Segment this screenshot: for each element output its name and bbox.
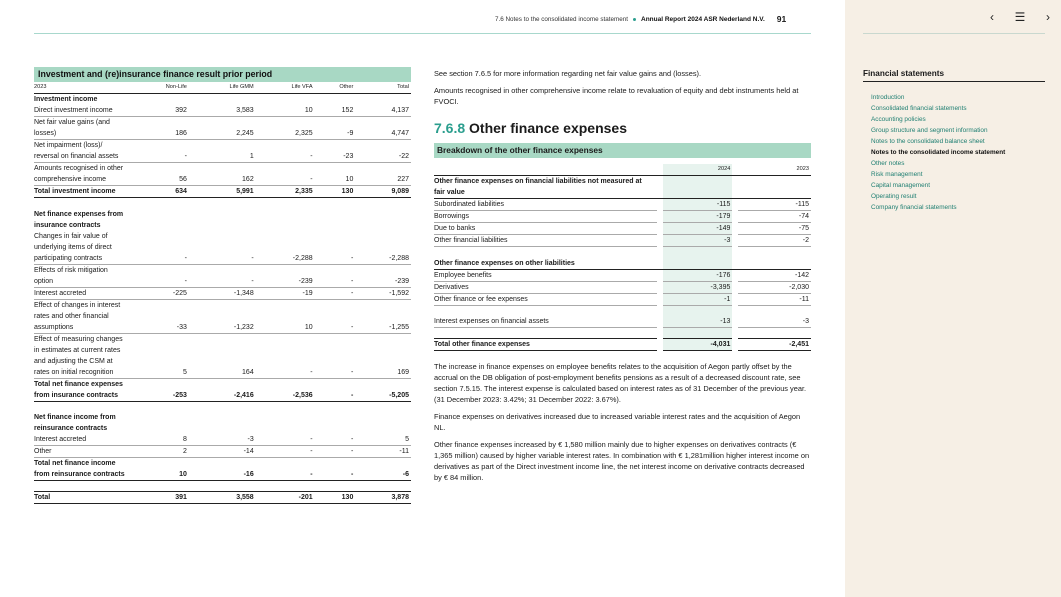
row-label: Effect of measuring changes in estimates at current rates and adjusting the CSM at rates on initial recognition bbox=[34, 333, 130, 378]
cell-value bbox=[355, 481, 411, 492]
paragraph-derivatives: Finance expenses on derivatives increased due to increased variable interest rates and the acquisition of Aegon NL. bbox=[434, 412, 801, 432]
table-row bbox=[34, 186, 411, 198]
table-row bbox=[34, 333, 411, 378]
row-label: Net fair value gains (and losses) bbox=[34, 117, 130, 140]
cell-value: - bbox=[256, 333, 315, 378]
cell-value bbox=[256, 94, 315, 106]
cell-value: - bbox=[189, 264, 256, 287]
cell-2023: -142 bbox=[738, 269, 811, 281]
cell-value bbox=[315, 412, 356, 434]
cell-value: 56 bbox=[130, 163, 189, 186]
sidebar-nav-item[interactable]: Group structure and segment information bbox=[871, 127, 988, 134]
sidebar-nav-list bbox=[871, 92, 1005, 213]
cell-value: -253 bbox=[130, 378, 189, 401]
cell-value: -11 bbox=[355, 446, 411, 458]
cell-value: 10 bbox=[256, 105, 315, 117]
sidebar-nav-item[interactable]: Company financial statements bbox=[871, 204, 957, 211]
spacer-row bbox=[434, 305, 811, 316]
cell-value: 5 bbox=[130, 333, 189, 378]
menu-icon[interactable]: ☰ bbox=[1014, 10, 1026, 24]
cell-value: -6 bbox=[355, 458, 411, 481]
cell-value bbox=[355, 412, 411, 434]
table-row bbox=[434, 269, 811, 281]
cell-value: 634 bbox=[130, 186, 189, 198]
table-row bbox=[434, 235, 811, 247]
cell-value: - bbox=[256, 446, 315, 458]
cell-value bbox=[189, 209, 256, 231]
spacer-row bbox=[434, 328, 811, 339]
row-label: Net finance expenses from insurance contracts bbox=[34, 210, 124, 229]
column-header: 2023 bbox=[34, 82, 130, 94]
cell-value bbox=[355, 401, 411, 412]
table-row bbox=[434, 199, 811, 211]
cell-value bbox=[130, 209, 189, 231]
cell-value: -14 bbox=[189, 446, 256, 458]
cell-value: -1,348 bbox=[189, 287, 256, 299]
row-label: Interest accreted bbox=[34, 287, 130, 299]
cell-2023: -74 bbox=[738, 211, 811, 223]
row-label bbox=[34, 481, 130, 492]
table-row bbox=[34, 458, 411, 481]
row-label: Amounts recognised in other comprehensive income bbox=[34, 163, 130, 186]
cell-2023: -75 bbox=[738, 223, 811, 235]
cell-value bbox=[189, 481, 256, 492]
cell-value bbox=[130, 94, 189, 106]
table-row bbox=[434, 223, 811, 235]
cell-value: - bbox=[315, 287, 356, 299]
cell-value bbox=[315, 401, 356, 412]
row-label: Derivatives bbox=[434, 281, 657, 293]
cell-value: -16 bbox=[189, 458, 256, 481]
table-row bbox=[34, 287, 411, 299]
cell-value bbox=[256, 481, 315, 492]
cell-value: - bbox=[130, 264, 189, 287]
row-label: Other bbox=[34, 446, 130, 458]
cell-value: 10 bbox=[256, 299, 315, 333]
cell-value: - bbox=[130, 231, 189, 265]
sidebar-nav-item[interactable]: Capital management bbox=[871, 182, 930, 189]
table-row bbox=[34, 209, 411, 231]
cell-value: - bbox=[315, 264, 356, 287]
paragraph-employee-benefits: The increase in finance expenses on employee benefits relates to the acquisition of Aegon partly offset by the accrual on the DB obligation of post-employment benefits pensions as a result of a decreased discount rate, see section 7.5.15. The interest expense is calculated based on interest rates as of 31 December of the previous year. (31 December 2023: 3.42%; 31 December 2022: 3.67%). bbox=[434, 362, 807, 404]
cell-value: 9,089 bbox=[355, 186, 411, 198]
page-header bbox=[495, 14, 815, 24]
row-label: Total other finance expenses bbox=[434, 339, 657, 351]
row-label: Interest accreted bbox=[34, 434, 130, 446]
row-label: Total net finance income from reinsurance contracts bbox=[34, 458, 130, 481]
cell-value bbox=[315, 209, 356, 231]
cell-value: -2,288 bbox=[256, 231, 315, 265]
table-header-row bbox=[434, 164, 811, 176]
row-label bbox=[34, 198, 130, 209]
cell-value: 169 bbox=[355, 333, 411, 378]
table-row bbox=[34, 401, 411, 412]
chevron-right-icon[interactable]: › bbox=[1046, 10, 1050, 24]
row-label: Total net finance expenses from insurance contracts bbox=[34, 378, 130, 401]
cell-gap bbox=[434, 328, 657, 339]
sidebar-nav-item[interactable]: Other notes bbox=[871, 160, 905, 167]
cell-2023: -2 bbox=[738, 235, 811, 247]
column-header: Other bbox=[315, 82, 356, 94]
table-row bbox=[34, 299, 411, 333]
row-label: Employee benefits bbox=[434, 269, 657, 281]
cell-value: - bbox=[315, 446, 356, 458]
row-label: Other financial liabilities bbox=[434, 235, 657, 247]
cell-value bbox=[130, 412, 189, 434]
cell-gap bbox=[738, 247, 811, 258]
cell-value: 152 bbox=[315, 105, 356, 117]
cell-value: -9 bbox=[315, 117, 356, 140]
sidebar-divider bbox=[863, 33, 1045, 34]
cell-value: 391 bbox=[130, 492, 189, 504]
cell-value bbox=[315, 481, 356, 492]
cell-2024: -4,031 bbox=[663, 339, 733, 351]
cell-2023: -2,451 bbox=[738, 339, 811, 351]
cell-2023: -11 bbox=[738, 293, 811, 305]
column-header: Non-Life bbox=[130, 82, 189, 94]
cell-2024: -1 bbox=[663, 293, 733, 305]
table-row bbox=[434, 211, 811, 223]
row-label: Investment income bbox=[34, 96, 98, 103]
cell-value: 130 bbox=[315, 492, 356, 504]
cell-value: 5 bbox=[355, 434, 411, 446]
cell-value bbox=[355, 209, 411, 231]
chevron-left-icon[interactable]: ‹ bbox=[990, 10, 994, 24]
cell-value: -2,536 bbox=[256, 378, 315, 401]
table-row bbox=[34, 198, 411, 209]
sidebar-nav-item[interactable]: Notes to the consolidated income statement bbox=[871, 149, 1006, 156]
row-label: Other finance expenses on other liabilities bbox=[434, 258, 657, 270]
row-label: Other finance expenses on financial liabilities not measured at fair value bbox=[434, 176, 657, 199]
row-label: Total bbox=[34, 492, 130, 504]
table-row bbox=[34, 446, 411, 458]
table-row bbox=[34, 481, 411, 492]
row-label: Effects of risk mitigation option bbox=[34, 264, 130, 287]
row-label: Effect of changes in interest rates and other financial assumptions bbox=[34, 299, 130, 333]
cell-value: -201 bbox=[256, 492, 315, 504]
cell-value: 8 bbox=[130, 434, 189, 446]
cell-gap bbox=[738, 328, 811, 339]
sidebar-nav-item[interactable]: Operating result bbox=[871, 193, 917, 200]
paragraph-fair-value: See section 7.6.5 for more information regarding net fair value gains and (losses). bbox=[434, 69, 702, 78]
row-label: Net impairment (loss)/ reversal on financial assets bbox=[34, 140, 130, 163]
cell-2024: -149 bbox=[663, 223, 733, 235]
row-label: Net finance income from reinsurance contracts bbox=[34, 414, 116, 432]
cell-2023: -2,030 bbox=[738, 281, 811, 293]
cell-value: 130 bbox=[315, 186, 356, 198]
cell-value: -2,288 bbox=[355, 231, 411, 265]
cell-value bbox=[256, 412, 315, 434]
header-dot bbox=[633, 18, 636, 21]
cell-value: -239 bbox=[256, 264, 315, 287]
cell-gap bbox=[663, 305, 733, 316]
cell-value: 4,747 bbox=[355, 117, 411, 140]
row-label: Other finance or fee expenses bbox=[434, 293, 657, 305]
table-row bbox=[434, 293, 811, 305]
cell-2024 bbox=[663, 176, 733, 199]
cell-value bbox=[355, 94, 411, 106]
table-body bbox=[34, 82, 411, 504]
cell-2024: -13 bbox=[663, 316, 733, 328]
cell-value: 227 bbox=[355, 163, 411, 186]
cell-value bbox=[355, 198, 411, 209]
cell-value: - bbox=[315, 378, 356, 401]
cell-value: 10 bbox=[130, 458, 189, 481]
cell-value: - bbox=[315, 458, 356, 481]
breakdown-table bbox=[434, 164, 811, 351]
row-label: Subordinated liabilities bbox=[434, 199, 657, 211]
col-2023: 2023 bbox=[738, 164, 811, 176]
column-header: Life VFA bbox=[256, 82, 315, 94]
cell-value: - bbox=[315, 299, 356, 333]
cell-value: 3,558 bbox=[189, 492, 256, 504]
cell-value: -239 bbox=[355, 264, 411, 287]
cell-value: - bbox=[315, 231, 356, 265]
cell-value: 2 bbox=[130, 446, 189, 458]
cell-value bbox=[189, 94, 256, 106]
table-row bbox=[34, 264, 411, 287]
cell-gap bbox=[434, 247, 657, 258]
cell-value: 2,335 bbox=[256, 186, 315, 198]
cell-value: -33 bbox=[130, 299, 189, 333]
cell-value: -1,232 bbox=[189, 299, 256, 333]
cell-value: -23 bbox=[315, 140, 356, 163]
table-row bbox=[34, 492, 411, 504]
cell-value bbox=[130, 481, 189, 492]
sidebar-nav-item[interactable]: Notes to the consolidated balance sheet bbox=[871, 138, 985, 145]
cell-value: 1 bbox=[189, 140, 256, 163]
table-row bbox=[434, 316, 811, 328]
row-label: Interest expenses on financial assets bbox=[434, 316, 657, 328]
cell-value: - bbox=[315, 333, 356, 378]
row-label: Borrowings bbox=[434, 211, 657, 223]
table-row bbox=[34, 117, 411, 140]
cell-value: - bbox=[315, 434, 356, 446]
cell-value bbox=[189, 401, 256, 412]
cell-value: -22 bbox=[355, 140, 411, 163]
investment-finance-table bbox=[34, 67, 411, 504]
cell-gap bbox=[738, 305, 811, 316]
sidebar-nav-item[interactable]: Consolidated financial statements bbox=[871, 105, 967, 112]
sidebar-nav-item[interactable]: Risk management bbox=[871, 171, 923, 178]
sidebar-title: Financial statements bbox=[863, 69, 1045, 82]
sidebar bbox=[845, 0, 1061, 597]
cell-value: -5,205 bbox=[355, 378, 411, 401]
cell-value: 2,245 bbox=[189, 117, 256, 140]
table-row bbox=[34, 378, 411, 401]
cell-2024: -3 bbox=[663, 235, 733, 247]
cell-2023: -3 bbox=[738, 316, 811, 328]
cell-value: -19 bbox=[256, 287, 315, 299]
row-label: Total investment income bbox=[34, 186, 130, 198]
table-row bbox=[34, 140, 411, 163]
cell-2024: -3,395 bbox=[663, 281, 733, 293]
sidebar-nav-item[interactable]: Introduction bbox=[871, 94, 905, 101]
cell-2023 bbox=[738, 176, 811, 199]
paragraph-oci: Amounts recognised in other comprehensive income relate to revaluation of equity and debt instruments held at FVOCI. bbox=[434, 86, 799, 106]
table-row bbox=[434, 258, 811, 270]
col-2024: 2024 bbox=[663, 164, 733, 176]
table-row bbox=[34, 434, 411, 446]
cell-value: 2,325 bbox=[256, 117, 315, 140]
table-row bbox=[434, 176, 811, 199]
cell-gap bbox=[663, 328, 733, 339]
table-row bbox=[434, 281, 811, 293]
cell-value: - bbox=[256, 434, 315, 446]
row-label: Direct investment income bbox=[34, 105, 130, 117]
cell-value bbox=[130, 401, 189, 412]
column-header: Life GMM bbox=[189, 82, 256, 94]
table-row bbox=[34, 231, 411, 265]
row-label bbox=[34, 401, 130, 412]
cell-value: 164 bbox=[189, 333, 256, 378]
breakdown-table-title: Breakdown of the other finance expenses bbox=[434, 143, 811, 158]
section-heading bbox=[434, 119, 811, 137]
header-report-title: Annual Report 2024 ASR Nederland N.V. bbox=[641, 15, 765, 23]
paragraph-other-finance: Other finance expenses increased by € 1,580 million mainly due to higher expenses on derivatives contracts (€ 1,365 million) caused by higher variable interest rates. In combination with € 1,281million higher interest income on derivatives as part of the Direct investment income line, the net interest income on derivative contracts decreased by € 84 million. bbox=[434, 440, 810, 482]
cell-value bbox=[315, 94, 356, 106]
nav-controls bbox=[985, 10, 1055, 24]
cell-2024: -176 bbox=[663, 269, 733, 281]
cell-2024: -179 bbox=[663, 211, 733, 223]
cell-2023: -115 bbox=[738, 199, 811, 211]
cell-gap bbox=[434, 305, 657, 316]
cell-value bbox=[256, 209, 315, 231]
cell-value: - bbox=[189, 231, 256, 265]
cell-2023 bbox=[738, 258, 811, 270]
page-number: 91 bbox=[776, 14, 787, 24]
table-header-row bbox=[34, 82, 411, 94]
cell-value bbox=[130, 198, 189, 209]
cell-value: -3 bbox=[189, 434, 256, 446]
cell-value: 5,991 bbox=[189, 186, 256, 198]
cell-value: 4,137 bbox=[355, 105, 411, 117]
cell-value: - bbox=[256, 140, 315, 163]
cell-value: - bbox=[130, 140, 189, 163]
cell-value: - bbox=[256, 163, 315, 186]
cell-value bbox=[256, 401, 315, 412]
table-row bbox=[434, 339, 811, 351]
table-row bbox=[34, 412, 411, 434]
column-header: Total bbox=[355, 82, 411, 94]
cell-value: 3,583 bbox=[189, 105, 256, 117]
main-text-column bbox=[434, 68, 811, 489]
cell-value: 3,878 bbox=[355, 492, 411, 504]
cell-2024 bbox=[663, 258, 733, 270]
cell-gap bbox=[663, 247, 733, 258]
cell-value bbox=[256, 198, 315, 209]
table-row bbox=[34, 94, 411, 106]
cell-value: -1,255 bbox=[355, 299, 411, 333]
header-divider bbox=[34, 33, 811, 34]
cell-value: 10 bbox=[315, 163, 356, 186]
row-label: Due to banks bbox=[434, 223, 657, 235]
table-title: Investment and (re)insurance finance result prior period bbox=[34, 67, 411, 82]
cell-value: -2,416 bbox=[189, 378, 256, 401]
spacer-row bbox=[434, 247, 811, 258]
section-title: Other finance expenses bbox=[469, 120, 627, 136]
cell-value: -225 bbox=[130, 287, 189, 299]
row-label: Changes in fair value of underlying items of direct participating contracts bbox=[34, 231, 130, 265]
header-section-title: 7.6 Notes to the consolidated income statement bbox=[495, 15, 629, 23]
table-row bbox=[34, 105, 411, 117]
section-number: 7.6.8 bbox=[434, 120, 466, 136]
cell-value: - bbox=[256, 458, 315, 481]
sidebar-nav-item[interactable]: Accounting policies bbox=[871, 116, 926, 123]
cell-value bbox=[315, 198, 356, 209]
cell-value bbox=[189, 198, 256, 209]
cell-2024: -115 bbox=[663, 199, 733, 211]
cell-value: 162 bbox=[189, 163, 256, 186]
cell-value bbox=[189, 412, 256, 434]
table-row bbox=[34, 163, 411, 186]
cell-value: 392 bbox=[130, 105, 189, 117]
cell-value: -1,592 bbox=[355, 287, 411, 299]
cell-value: 186 bbox=[130, 117, 189, 140]
